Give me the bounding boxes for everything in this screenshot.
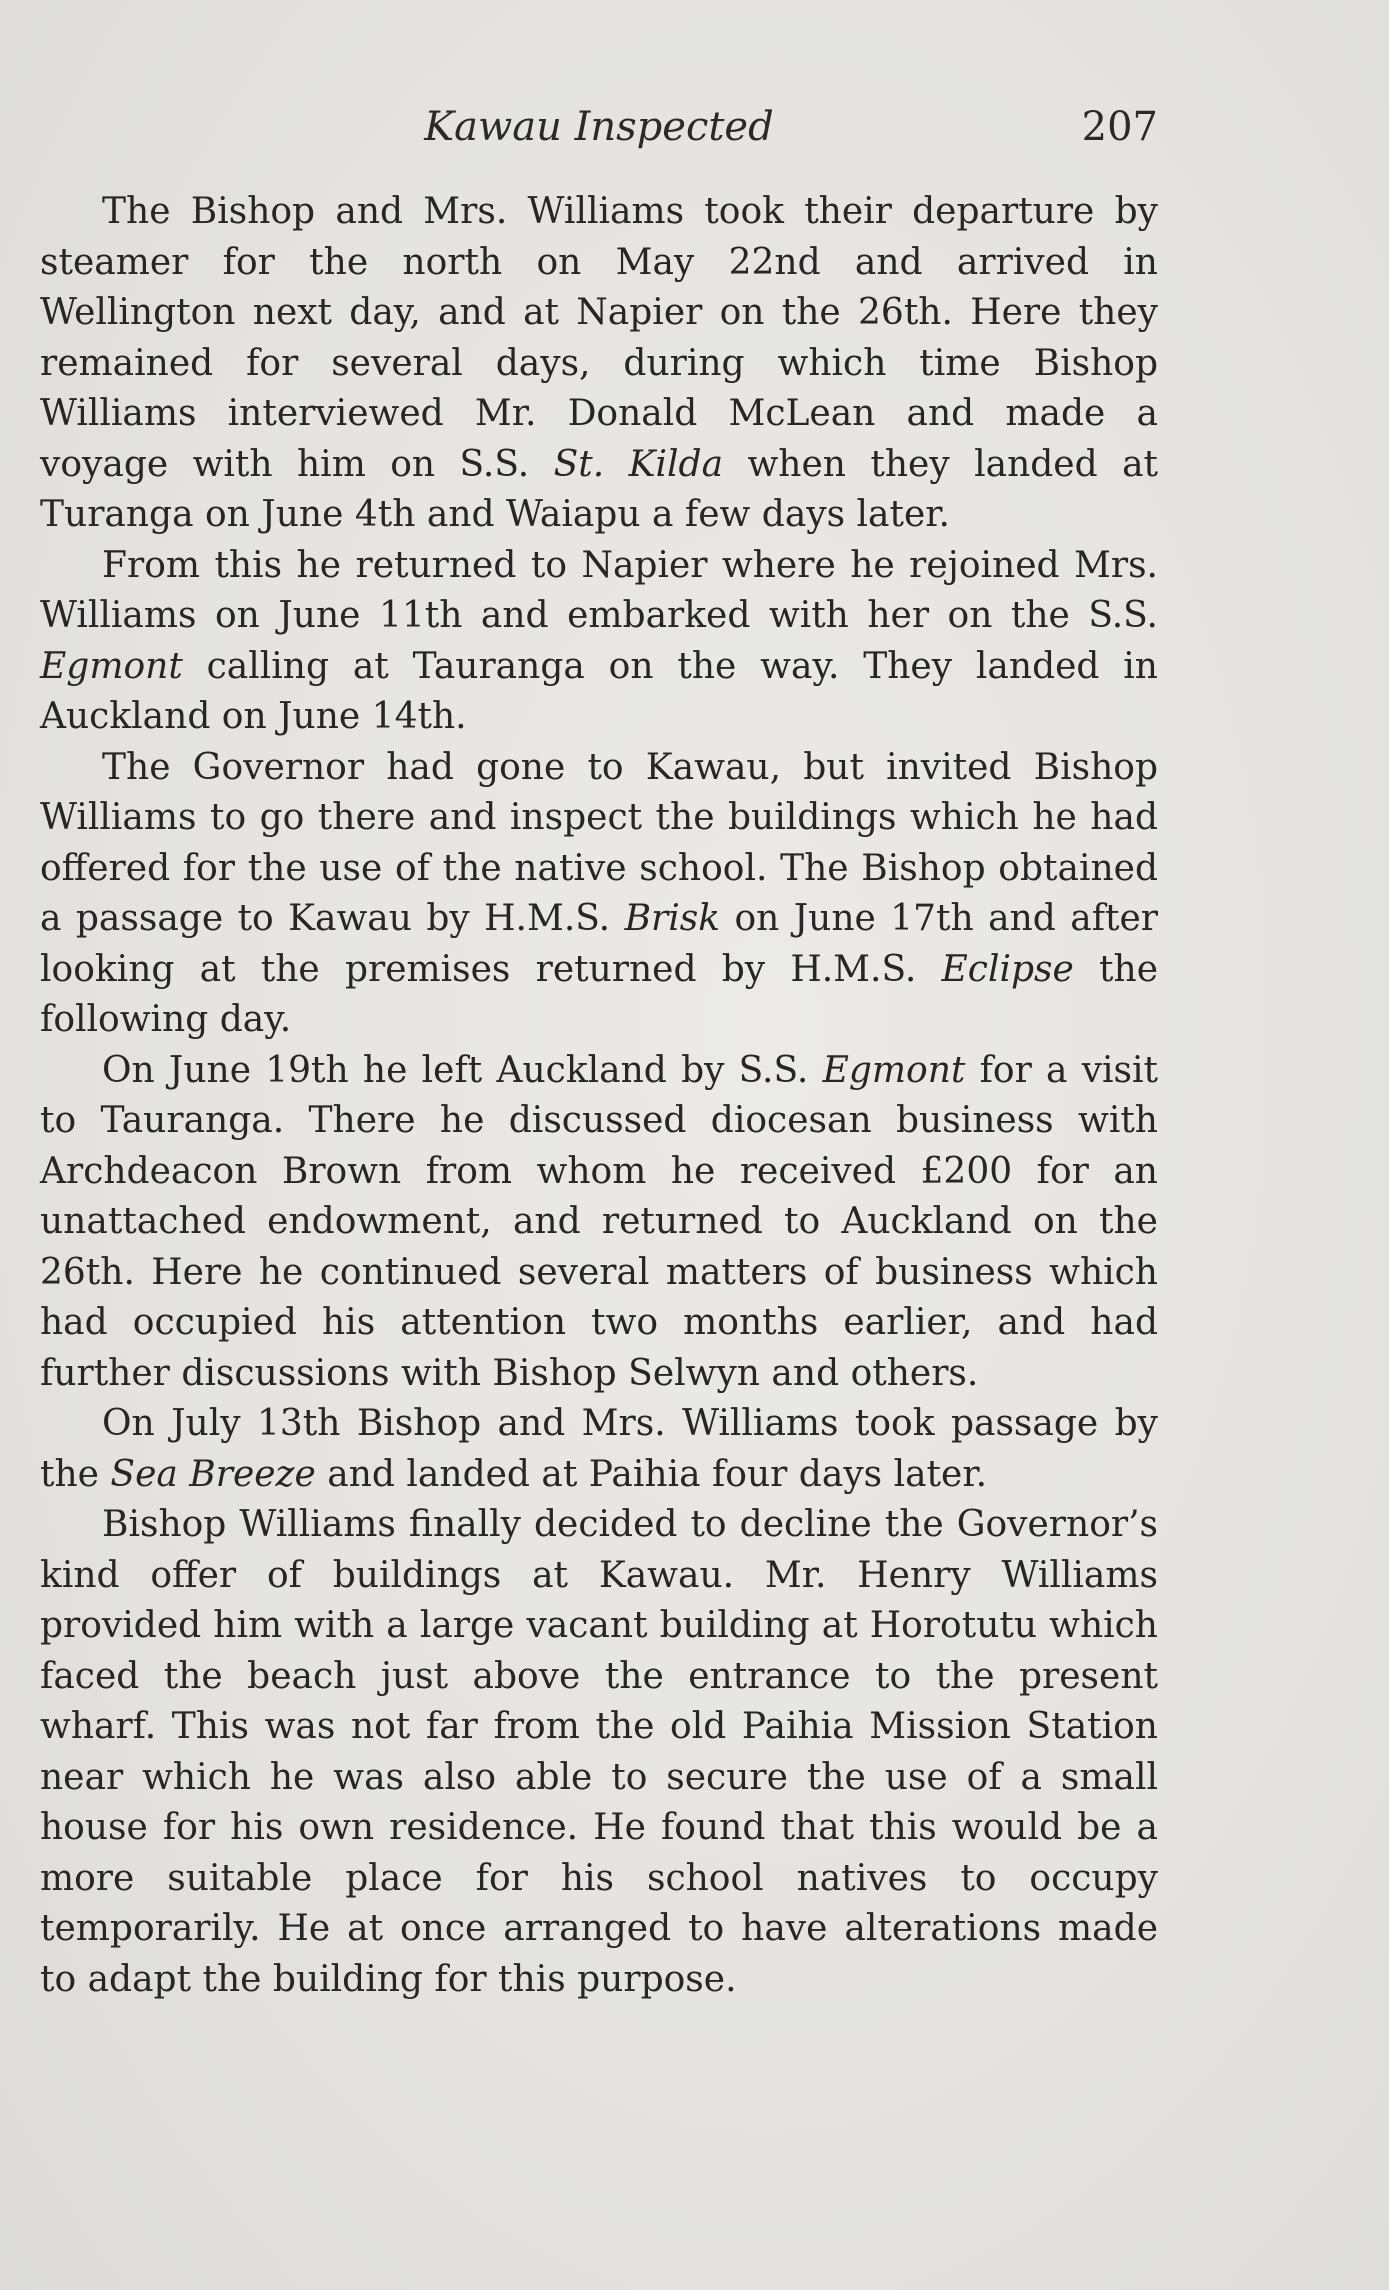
ship-name: Egmont — [40, 645, 183, 687]
paragraph-text: for a visit to Tauranga. There he discussed diocesan business with Archdeacon Brown from whom he received £200 for an unattached endowment, and returned to Auckland on the 26th. Here he continued several matters of business which had occupied his attention two months earlier, and had further discussions with Bishop Selwyn and others. — [40, 1049, 1159, 1394]
paragraph-5 — [40, 1399, 1158, 1500]
running-head — [40, 104, 1158, 160]
paragraph-text: The Governor had gone to Kawau, but invited Bishop Williams to go there and inspect the buildings which he had offered for the use of the native school. The Bishop obtained a passage to Kawau by H.M.S. — [40, 746, 1158, 939]
ship-name: Brisk — [624, 898, 721, 939]
paragraph-text: the following day. — [40, 948, 1158, 1040]
paragraph-text: From this he returned to Napier where he rejoined Mrs. Williams on June 11th and embarked with her on the S.S. — [40, 544, 1158, 636]
paragraph-text: Bishop Williams finally decided to decline the Governor’s kind offer of buildings at Kawau. Mr. Henry Williams provided him with a large vacant building at Horotutu which faced the beach just above the entrance to the present wharf. This was not far from the old Paihia Mission Station near which he was also able to secure the use of a small house for his own residence. He found that this would be a more suitable place for his school natives to occupy temporarily. He at once arranged to have alterations made to adapt the building for this purpose. — [40, 1504, 1158, 2000]
paragraph-text: On June 19th he left Auckland by S.S. — [102, 1049, 823, 1091]
ship-name: Egmont — [822, 1049, 966, 1091]
running-head-title: Kawau Inspected — [424, 104, 774, 150]
paragraph-3 — [40, 743, 1158, 1046]
paragraph-text: when they landed at Turanga on June 4th and Waiapu a few days later. — [40, 443, 1159, 535]
paragraph-4 — [40, 1046, 1158, 1400]
paragraph-text: The Bishop and Mrs. Williams took their departure by steamer for the north on May 22nd and arrived in Wellington next day, and at Napier on the 26th. Here they remained for several days, during which time Bishop Williams interviewed Mr. Donald McLean and made a voyage with him on S.S. — [40, 191, 1158, 485]
paragraph-text: and landed at Paihia four days later. — [315, 1453, 988, 1495]
paragraph-6 — [40, 1500, 1158, 2005]
ship-name: Sea Breeze — [110, 1453, 316, 1495]
ship-name: Eclipse — [941, 948, 1074, 990]
paragraph-text: calling at Tauranga on the way. They landed in Auckland on June 14th. — [40, 645, 1158, 737]
paragraph-text: on June 17th and after looking at the premises returned by H.M.S. — [40, 898, 1159, 990]
page-number: 207 — [1081, 104, 1158, 150]
ship-name: St. Kilda — [553, 443, 724, 485]
body-text — [40, 187, 1158, 2005]
paragraph-2 — [40, 541, 1158, 743]
paragraph-1 — [40, 187, 1158, 541]
paragraph-text: On July 13th Bishop and Mrs. Williams took passage by the — [40, 1403, 1158, 1495]
